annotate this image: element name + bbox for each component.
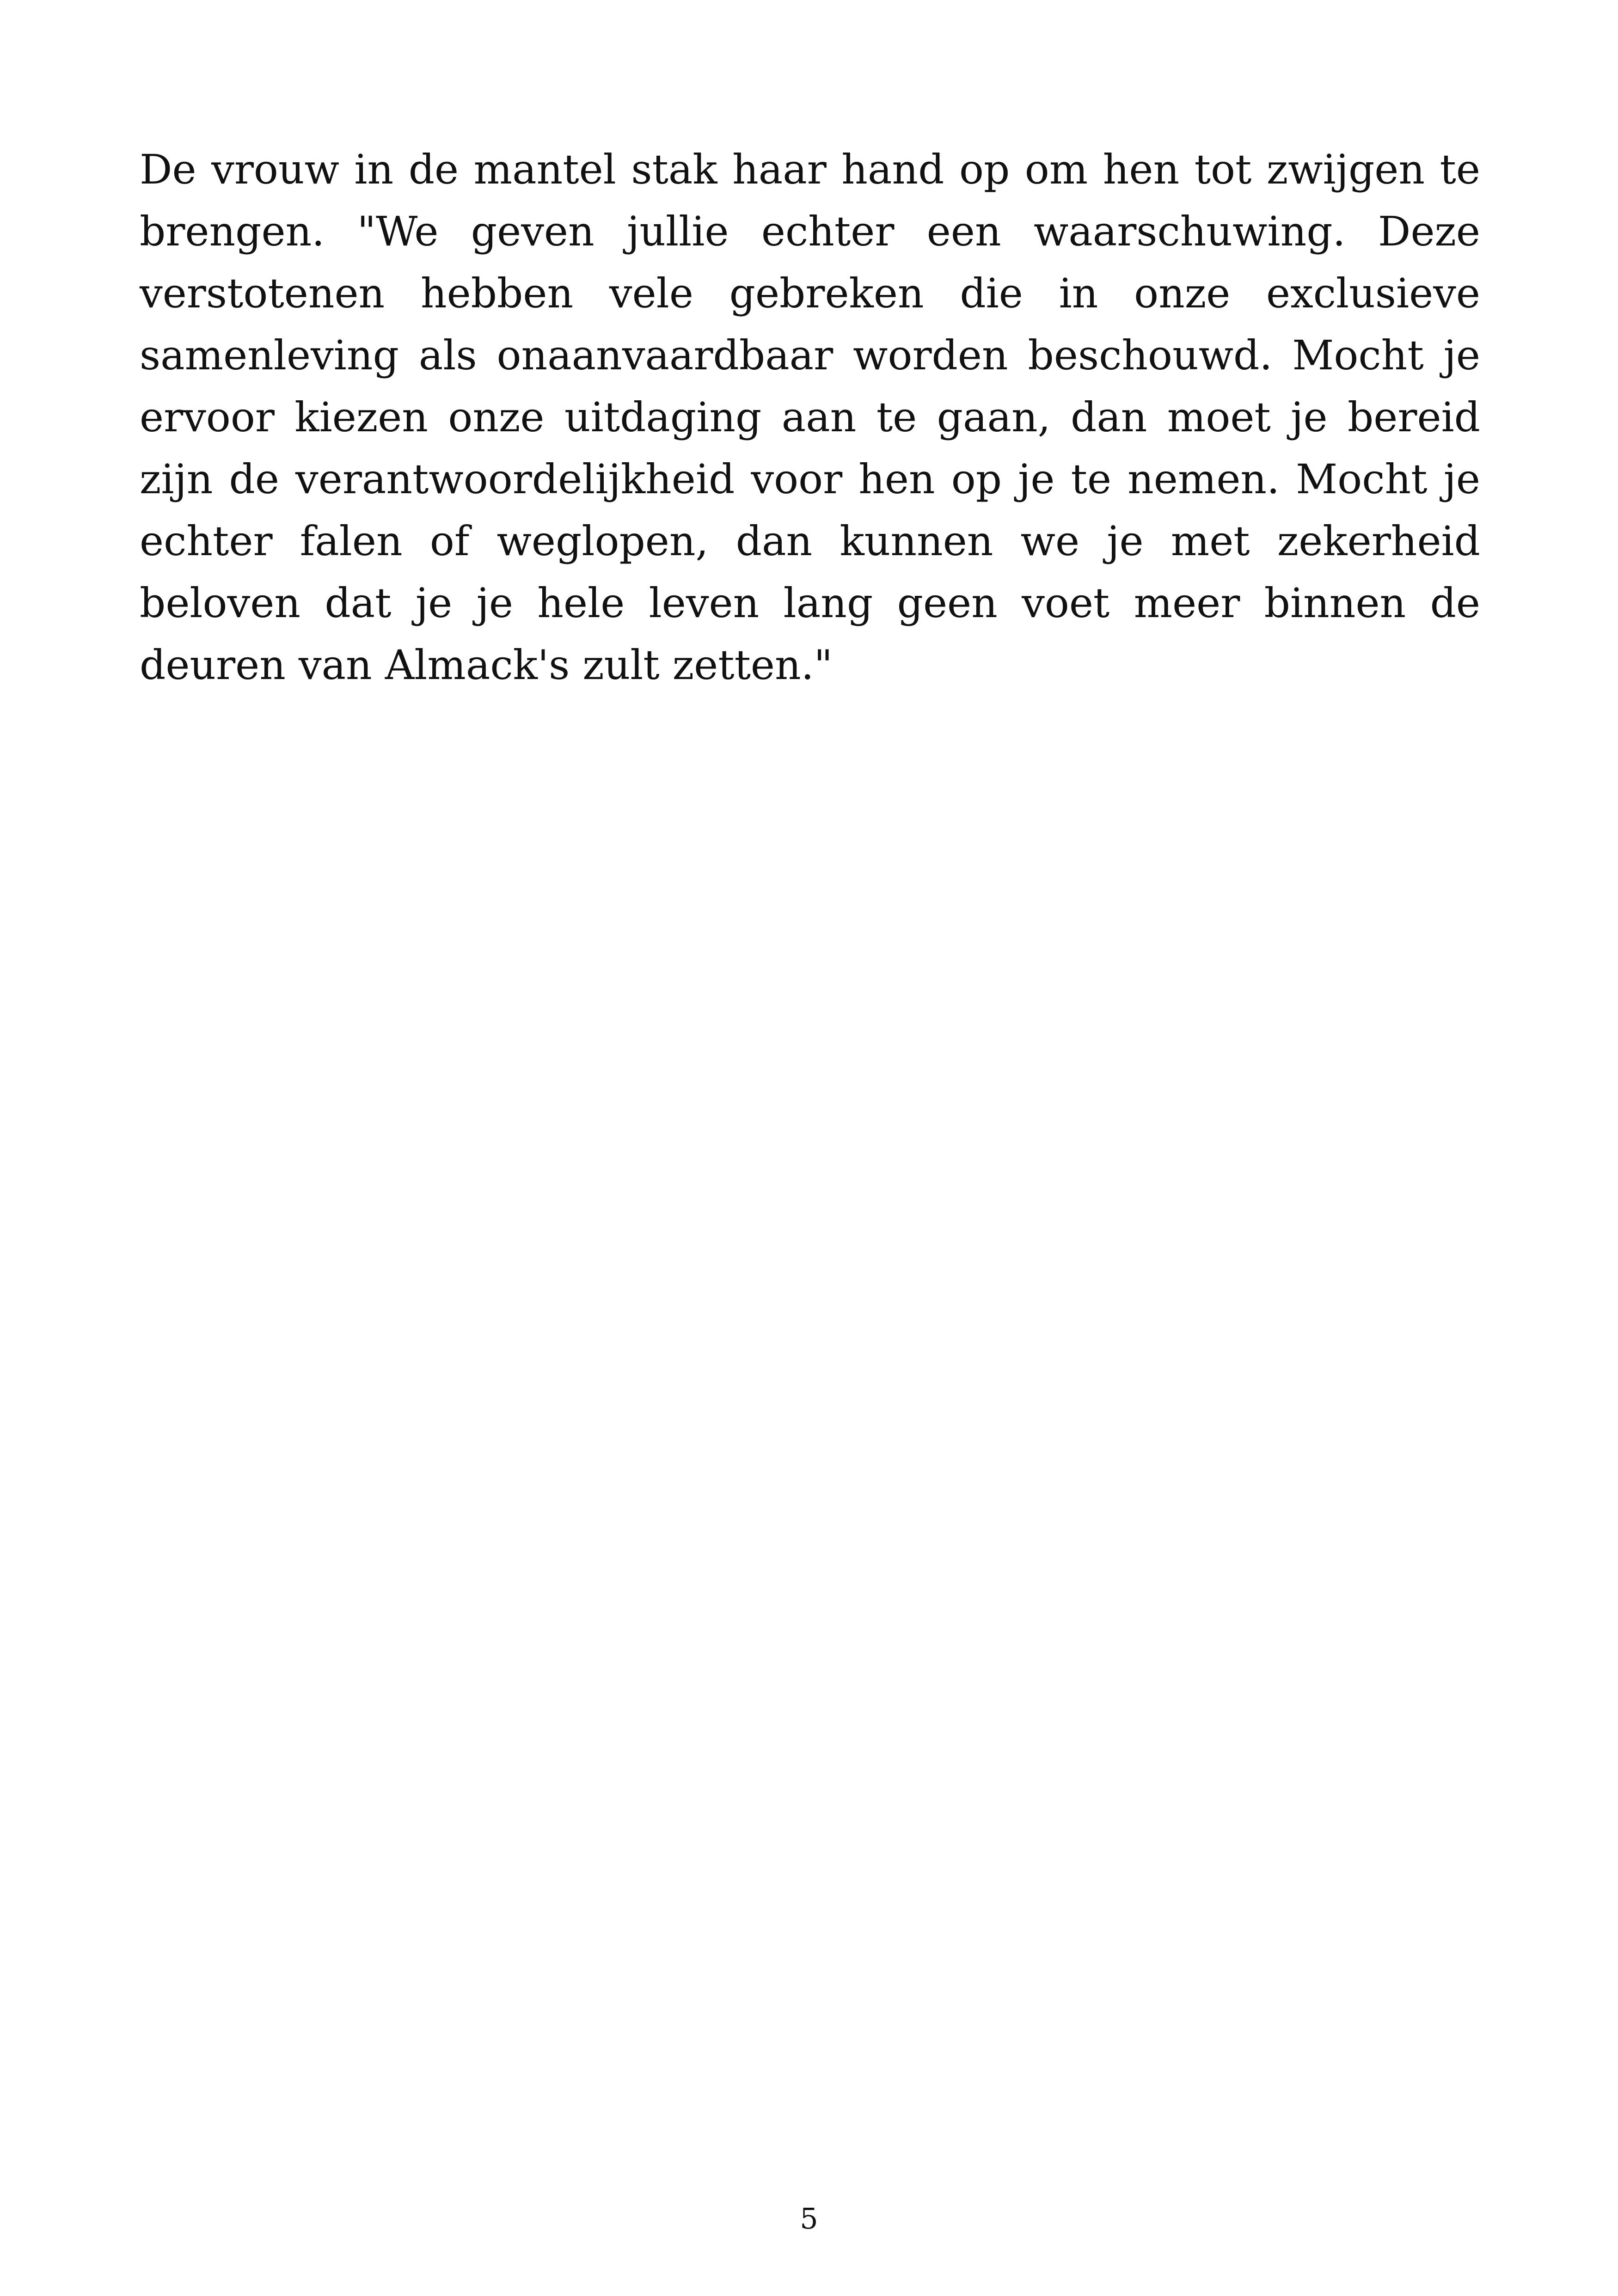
page-number: 5 [800,2202,818,2235]
body-paragraph: De vrouw in de mantel stak haar hand op om hen tot zwijgen te brengen. "We geven jullie echter een waarschuwing. Deze verstotenen hebben vele gebreken die in onze exclusieve samenleving als onaanvaardbaar worden beschouwd. Mocht je ervoor kiezen onze uitdaging aan te gaan, dan moet je bereid zijn de verantwoordelijkheid voor hen op je te nemen. Mocht je echter falen of weglopen, dan kunnen we je met zekerheid beloven dat je je hele leven lang geen voet meer binnen de deuren van Almack's zult zetten." [140,146,1480,689]
